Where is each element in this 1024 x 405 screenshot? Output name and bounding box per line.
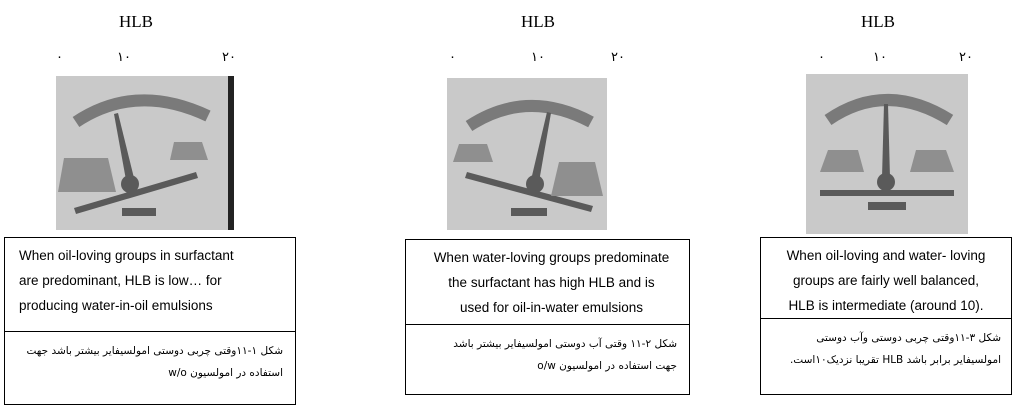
hlb-title: HLB [861,12,895,31]
persian-caption: شکل ۱-۱۱وقتی چربی دوستی امولسیفایر بیشتر باشد جهت استفاده در امولسیون w/o [26,345,283,379]
english-caption: When water-loving groups predominate the surfactant has high HLB and is used for oil-in-water emulsions [433,250,670,315]
balance-scale-illustration [806,74,968,234]
scale-mid-label: ۱۰ [531,50,545,65]
scale-mid-label: ۱۰ [873,50,887,65]
persian-caption-box [4,332,296,405]
scale-mid-label: ۱۰ [117,50,131,65]
persian-caption: شکل ۳-۱۱وقتی چربی دوستی وآب دوستی امولسیفایر برابر باشد HLB تقریبا نزدیک۱۰است. [789,332,1001,366]
english-caption: When oil-loving and water- loving groups are fairly well balanced, HLB is intermediate (around 10). [786,248,986,313]
scale-min-label: ۰ [818,50,825,65]
balance-scale-illustration [56,76,234,230]
persian-caption: شکل ۲-۱۱ وقتی آب دوستی امولسیفایر بیشتر باشد جهت استفاده در امولسیون o/w [453,338,677,372]
persian-caption-box [405,325,690,395]
english-caption-box [760,237,1012,319]
hlb-title: HLB [119,12,153,31]
persian-caption-box [760,319,1012,395]
balance-scale-illustration [447,78,607,230]
scale-max-label: ۲۰ [611,50,625,65]
english-caption: When oil-loving groups in surfactant are predominant, HLB is low… for producing water-in-oil emulsions [19,248,234,313]
english-caption-box [4,237,296,332]
english-caption-box [405,239,690,325]
scale-min-label: ۰ [56,50,63,65]
hlb-title: HLB [521,12,555,31]
scale-min-label: ۰ [449,50,456,65]
scale-max-label: ۲۰ [222,50,236,65]
scale-max-label: ۲۰ [959,50,973,65]
